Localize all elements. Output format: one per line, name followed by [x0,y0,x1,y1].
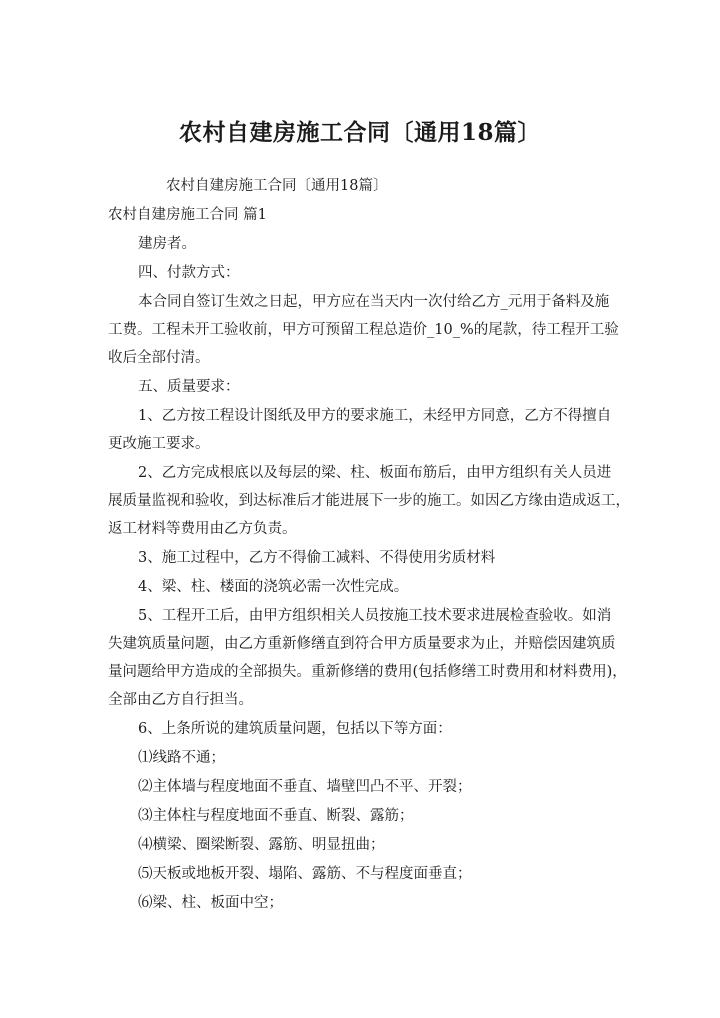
paragraph-line: 1、乙方按工程设计图纸及甲方的要求施工，未经甲方同意，乙方不得擅自 [138,408,612,424]
list-item: ⑶主体柱与程度地面不垂直、断裂、露筋； [138,808,414,824]
paragraph-line: 收后全部付清。 [108,350,210,366]
paragraph-line: 展质量监视和验收，到达标准后才能进展下一步的施工。如因乙方缘由造成返工， [108,493,630,509]
list-item: ⑵主体墙与程度地面不垂直、墙壁凹凸不平、开裂； [138,779,472,795]
paragraph-line: 3、施工过程中，乙方不得偷工减料、不得使用劣质材料 [138,550,496,566]
paragraph-line: 更改施工要求。 [108,436,210,452]
paragraph-line: 全部由乙方自行担当。 [108,692,253,708]
paragraph-line: 量问题给甲方造成的全部损失。重新修缮的费用(包括修缮工时费用和材料费用)， [108,664,627,680]
paragraph-line: 5、工程开工后，由甲方组织相关人员按施工技术要求进展检查验收。如消 [138,608,612,624]
paragraph-line: 本合同自签订生效之日起，甲方应在当天内一次付给乙方_元用于备料及施 [138,294,610,310]
paragraph-line: 4、梁、柱、楼面的浇筑必需一次性完成。 [138,579,409,595]
paragraph-line: 工费。工程未开工验收前，甲方可预留工程总造价_10_%的尾款，待工程开工验 [108,322,619,338]
paragraph-heading: 五、质量要求： [138,379,240,395]
paragraph-line: 返工材料等费用由乙方负责。 [108,521,297,537]
list-item: ⑸天板或地板开裂、塌陷、露筋、不与程度面垂直； [138,866,472,882]
paragraph-line: 建房者。 [138,236,196,252]
paragraph-line: 6、上条所说的建筑质量问题，包括以下等方面： [138,721,452,737]
document-subtitle: 农村自建房施工合同〔通用18篇〕 [166,178,388,194]
paragraph-line: 失建筑质量问题，由乙方重新修缮直到符合甲方质量要求为止，并赔偿因建筑质 [108,636,616,652]
document-title: 农村自建房施工合同〔通用18篇〕 [178,119,541,146]
section-heading: 农村自建房施工合同 篇1 [108,207,267,223]
paragraph-line: 2、乙方完成根底以及每层的梁、柱、板面布筋后，由甲方组织有关人员进 [138,465,612,481]
list-item: ⑴线路不通； [138,750,225,766]
list-item: ⑷横梁、圈梁断裂、露筋、明显扭曲； [138,837,385,853]
list-item: ⑹梁、柱、板面中空； [138,895,283,911]
paragraph-heading: 四、付款方式： [138,265,240,281]
